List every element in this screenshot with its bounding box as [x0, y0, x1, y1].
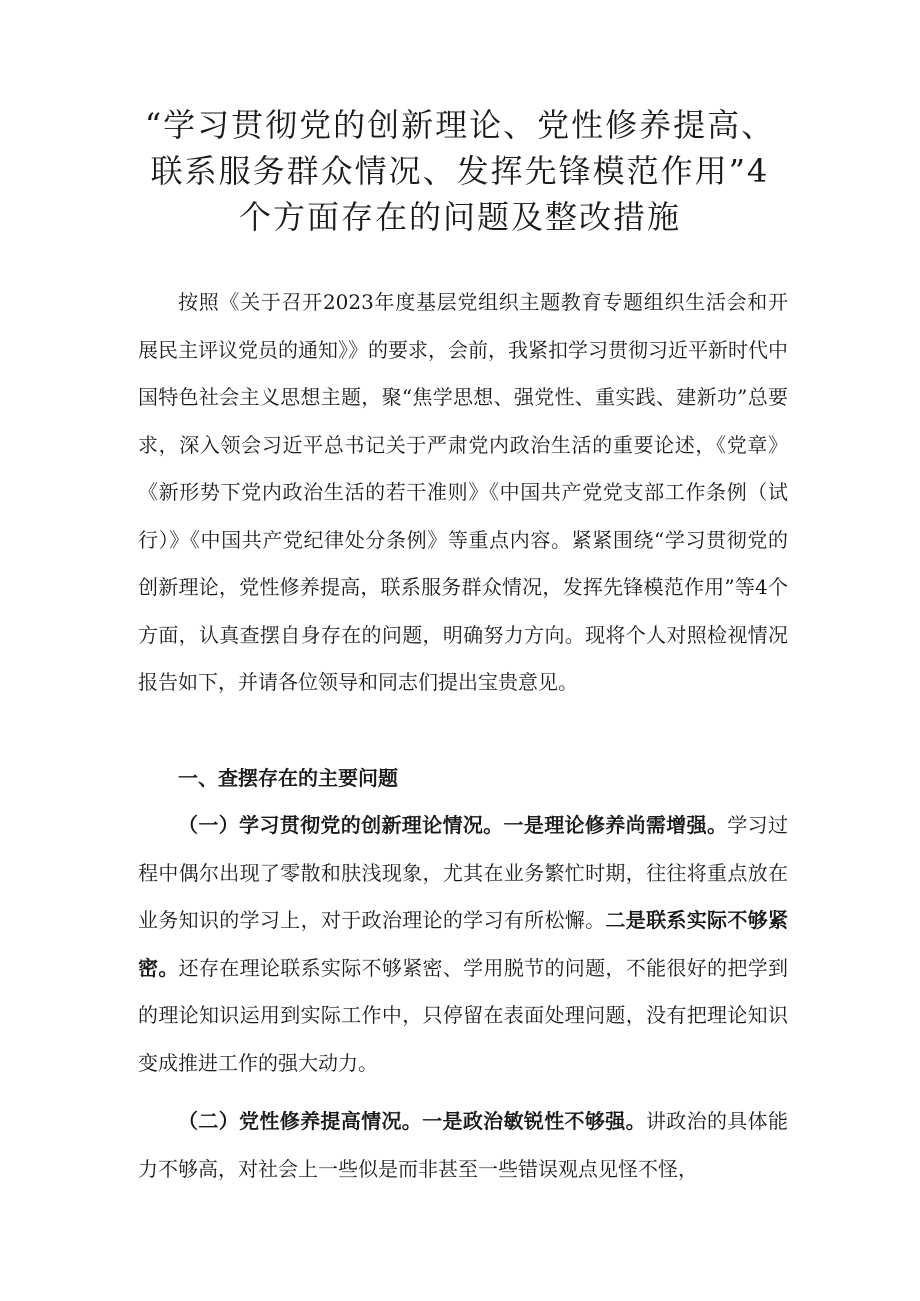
- item2-lead: （二）党性修养提高情况。一是政治敏锐性不够强。: [178, 1109, 646, 1133]
- item1-lead: （一）学习贯彻党的创新理论情况。一是理论修养尚需增强。: [178, 813, 728, 837]
- item1-block: [138, 802, 788, 1087]
- section-heading-1: 一、查摆存在的主要问题: [178, 766, 398, 790]
- item2-paragraph: [138, 1098, 788, 1193]
- document-title: [130, 102, 790, 240]
- title-line-3: 个方面存在的问题及整改措施: [238, 198, 681, 236]
- item1-text-1: 学习过程中偶尔出现了零散和肤浅现象，尤其在业务繁忙时期，往往将重点放在业务知识的学习上，对于政治理论的学习有所松懈。: [138, 813, 789, 932]
- item1-lead-2: 二是联系实际不够紧密。: [138, 908, 789, 980]
- intro-paragraph: 按照《关于召开2023年度基层党组织主题教育专题组织生活会和开展民主评议党员的通知》》的要求，会前，我紧扣学习贯彻习近平新时代中国特色社会主义思想主题，聚“焦学思想、强党性、重实践、建新功”总要求，深入领会习近平总书记关于严肃党内政治生活的重要论述，《党章》《新形势下党内政治生活的若干准则》《中国共产党党支部工作条例（试行）》《中国共产党纪律处分条例》等重点内容。紧紧围绕“学习贯彻党的创新理论，党性修养提高，联系服务群众情况，发挥先锋模范作用”等4个方面，认真查摆自身存在的问题，明确努力方向。现将个人对照检视情况报告如下，并请各位领导和同志们提出宝贵意见。: [138, 290, 788, 694]
- item2-block: [138, 1098, 788, 1193]
- item1-paragraph: [138, 802, 788, 1087]
- title-line-1: “学习贯彻党的创新理论、党性修养提高、: [144, 106, 776, 144]
- intro-block: [138, 279, 788, 707]
- title-line-2: 联系服务群众情况、发挥先锋模范作用”4: [150, 152, 770, 190]
- item1-text-2: 还存在理论联系实际不够紧密、学用脱节的问题，不能很好的把学到的理论知识运用到实际工作中，只停留在表面处理问题，没有把理论知识变成推进工作的强大动力。: [138, 955, 789, 1075]
- item2-text-1: 讲政治的具体能力不够高，对社会上一些似是而非甚至一些错误观点见怪不怪，: [138, 1109, 789, 1181]
